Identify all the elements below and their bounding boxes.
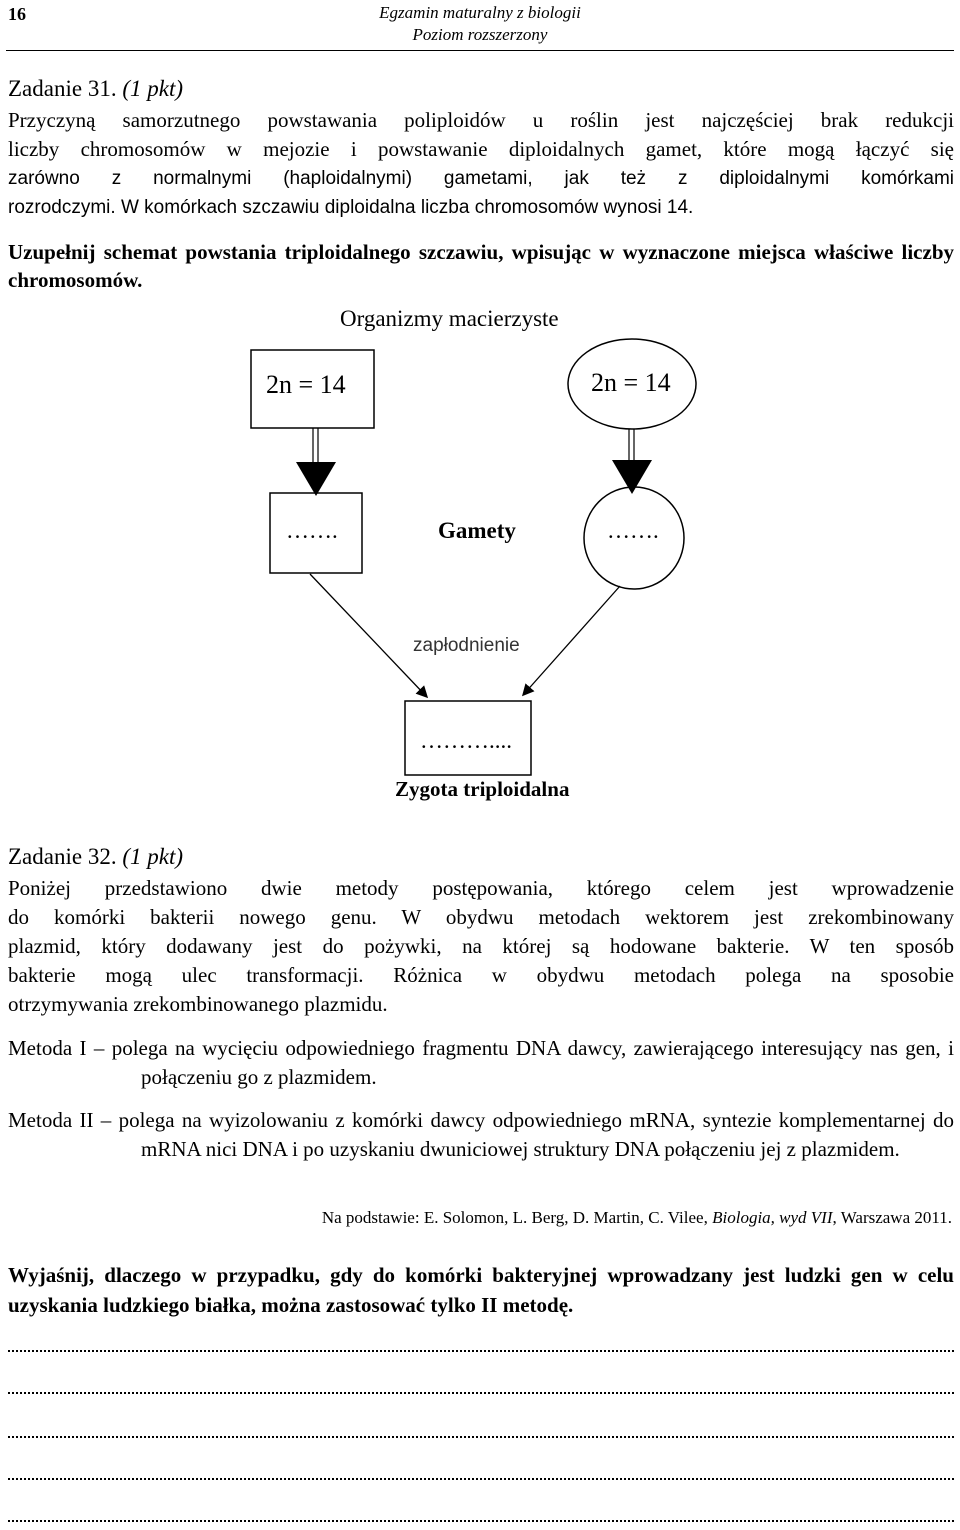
- exam-title: [0, 2, 960, 46]
- left-parent-arrow: [296, 428, 336, 496]
- task32-intro-line: bakterie mogą ulec transformacji. Różnica w obydwu metodach polega na sposobie: [8, 963, 954, 987]
- task32-points: (1 pkt): [122, 844, 183, 869]
- answer-line[interactable]: [8, 1436, 954, 1440]
- method-2: [8, 1106, 954, 1164]
- task32-question: Wyjaśnij, dlaczego w przypadku, gdy do komórki bakteryjnej wprowadzany jest ludzki gen w celu uzyskania ludzkiego białka, można zastosować tylko II metodę.: [8, 1263, 954, 1317]
- method-2-text: Metoda II – polega na wyizolowaniu z komórki dawcy odpowiedniego mRNA, syntezie komplementarnej do mRNA nici DNA i po uzyskaniu dwuniciowej struktury DNA połączeniu jej z plazmidem.: [8, 1108, 954, 1161]
- right-parent-label: 2n = 14: [591, 368, 671, 397]
- task31-intro: [8, 106, 954, 222]
- task31-intro-line: liczby chromosomów w mejozie i powstawanie diploidalnych gamet, które mogą łączyć się: [8, 137, 954, 161]
- left-gamete-blank: …….: [286, 518, 338, 543]
- task32-intro-line: Poniżej przedstawiono dwie metody postępowania, którego celem jest wprowadzenie: [8, 876, 954, 900]
- source-prefix: Na podstawie: E. Solomon, L. Berg, D. Martin, C. Vilee,: [321, 1208, 713, 1227]
- source-title: Biologia, wyd VII: [712, 1208, 833, 1227]
- task31-points: (1 pkt): [122, 76, 183, 101]
- source-citation: [322, 1208, 952, 1228]
- task31-intro-line: rozrodczymi. W komórkach szczawiu diploidalna liczba chromosomów wynosi 14.: [8, 197, 694, 218]
- source-suffix: , Warszawa 2011.: [832, 1208, 952, 1227]
- exam-title-line2: Poziom rozszerzony: [412, 25, 548, 44]
- task32-intro: [8, 874, 954, 1019]
- answer-line[interactable]: [8, 1520, 954, 1524]
- fertilization-label: zapłodnienie: [413, 635, 520, 656]
- diagram-title: Organizmy macierzyste: [340, 306, 559, 331]
- task31-instruction: Uzupełnij schemat powstania triploidalnego szczawiu, wpisując w wyznaczone miejsca właściwe liczby chromosomów.: [8, 240, 954, 292]
- right-fertilization-arrow: [524, 586, 620, 694]
- answer-line[interactable]: [8, 1392, 954, 1396]
- task31-intro-line: zarówno z normalnymi (haploidalnymi) gametami, jak też z diploidalnymi komórkami: [8, 168, 954, 189]
- exam-title-line1: Egzamin maturalny z biologii: [379, 3, 581, 22]
- answer-line[interactable]: [8, 1478, 954, 1482]
- method-1: [8, 1034, 954, 1092]
- task31-heading: [8, 76, 183, 102]
- task32-heading: [8, 844, 183, 870]
- gametes-label: Gamety: [438, 518, 516, 543]
- answer-line[interactable]: [8, 1350, 954, 1354]
- left-fertilization-arrow: [310, 574, 426, 696]
- method-1-text: Metoda I – polega na wycięciu odpowiedniego fragmentu DNA dawcy, zawierającego interesujący nas gen, i połączeniu go z plazmidem.: [8, 1036, 954, 1089]
- right-gamete-blank: …….: [607, 518, 659, 543]
- header-divider: [6, 50, 954, 51]
- right-parent-arrow: [612, 429, 652, 494]
- task31-intro-line: Przyczyną samorzutnego powstawania poliploidów u roślin jest najczęściej brak redukcji: [8, 108, 954, 132]
- zygote-blank: ………....: [420, 728, 512, 753]
- task32-intro-line: otrzymywania zrekombinowanego plazmidu.: [8, 992, 388, 1016]
- task32-intro-line: do komórki bakterii nowego genu. W obydwu metodach wektorem jest zrekombinowany: [8, 905, 954, 929]
- zygote-label: Zygota triploidalna: [395, 777, 570, 801]
- page-number: 16: [8, 4, 26, 24]
- triploid-diagram: [0, 300, 960, 840]
- task31-number: Zadanie 31.: [8, 76, 117, 101]
- task32-number: Zadanie 32.: [8, 844, 117, 869]
- left-parent-label: 2n = 14: [266, 370, 346, 399]
- task32-intro-line: plazmid, który dodawany jest do pożywki, na której są hodowane bakterie. W ten sposób: [8, 934, 954, 958]
